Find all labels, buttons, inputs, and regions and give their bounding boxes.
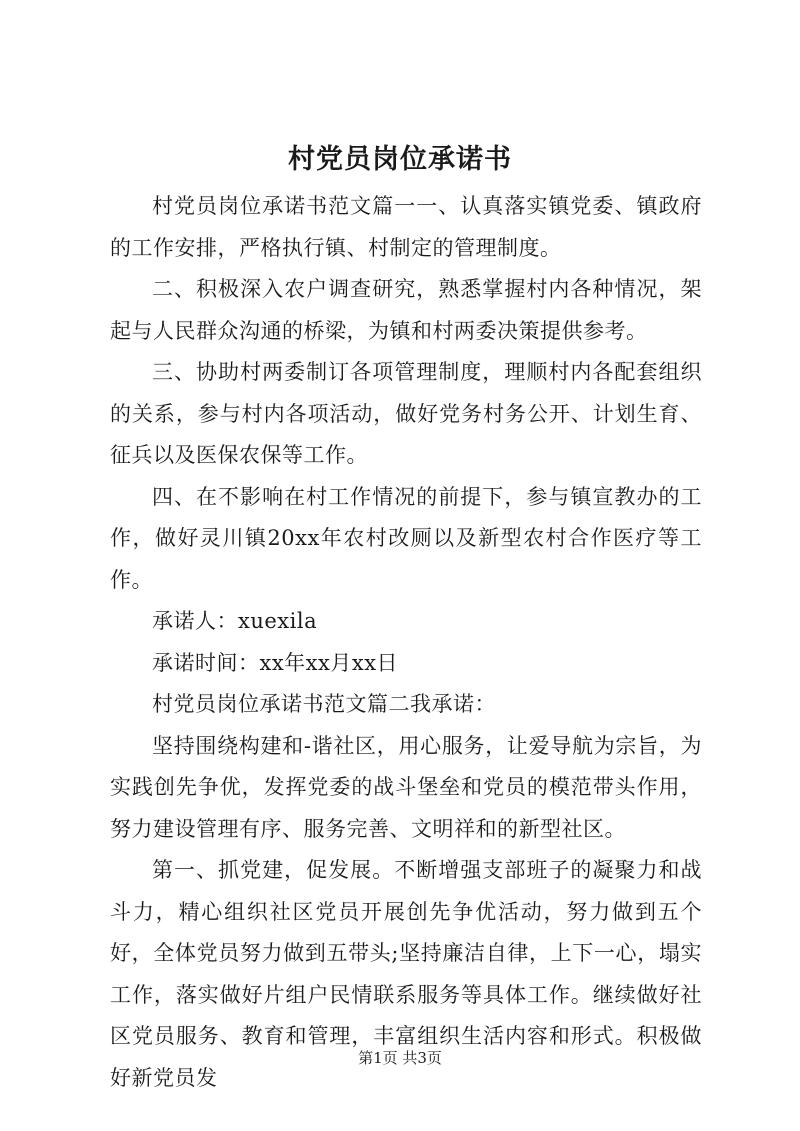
paragraph: 四、在不影响在村工作情况的前提下，参与镇宣教办的工作，做好灵川镇20xx年农村改厕以及新型农村合作医疗等工作。 xyxy=(110,484,702,592)
page-footer: 第1页 共3页 xyxy=(358,1049,442,1067)
paragraph: 村党员岗位承诺书范文篇二我承诺： xyxy=(152,692,496,716)
signatory-line: 承诺人：xuexila xyxy=(152,609,318,633)
paragraph: 第一、抓党建，促发展。不断增强支部班子的凝聚力和战斗力，精心组织社区党员开展创先争优活动，努力做到五个好，全体党员努力做到五带头;坚持廉洁自律，上下一心，塌实工作，落实做好片组户民情联系服务等具体工作。继续做好社区党员服务、教育和管理，丰富组织生活内容和形式。积极做好新党员发 xyxy=(110,858,702,1090)
paragraph: 坚持围绕构建和-谐社区，用心服务，让爱导航为宗旨，为实践创先争优，发挥党委的战斗堡垒和党员的模范带头作用，努力建设管理有序、服务完善、文明祥和的新型社区。 xyxy=(110,733,702,841)
paragraph: 三、协助村两委制订各项管理制度，理顺村内各配套组织的关系，参与村内各项活动，做好党务村务公开、计划生育、征兵以及医保农保等工作。 xyxy=(110,360,702,467)
paragraph: 二、积极深入农户调查研究，熟悉掌握村内各种情况，架起与人民群众沟通的桥梁，为镇和村两委决策提供参考。 xyxy=(110,277,702,343)
date-line: 承诺时间：xx年xx月xx日 xyxy=(152,650,399,675)
document-title: 村党员岗位承诺书 xyxy=(288,144,512,175)
document-body xyxy=(110,186,702,1099)
paragraph: 村党员岗位承诺书范文篇一一、认真落实镇党委、镇政府的工作安排，严格执行镇、村制定的管理制度。 xyxy=(110,194,702,260)
